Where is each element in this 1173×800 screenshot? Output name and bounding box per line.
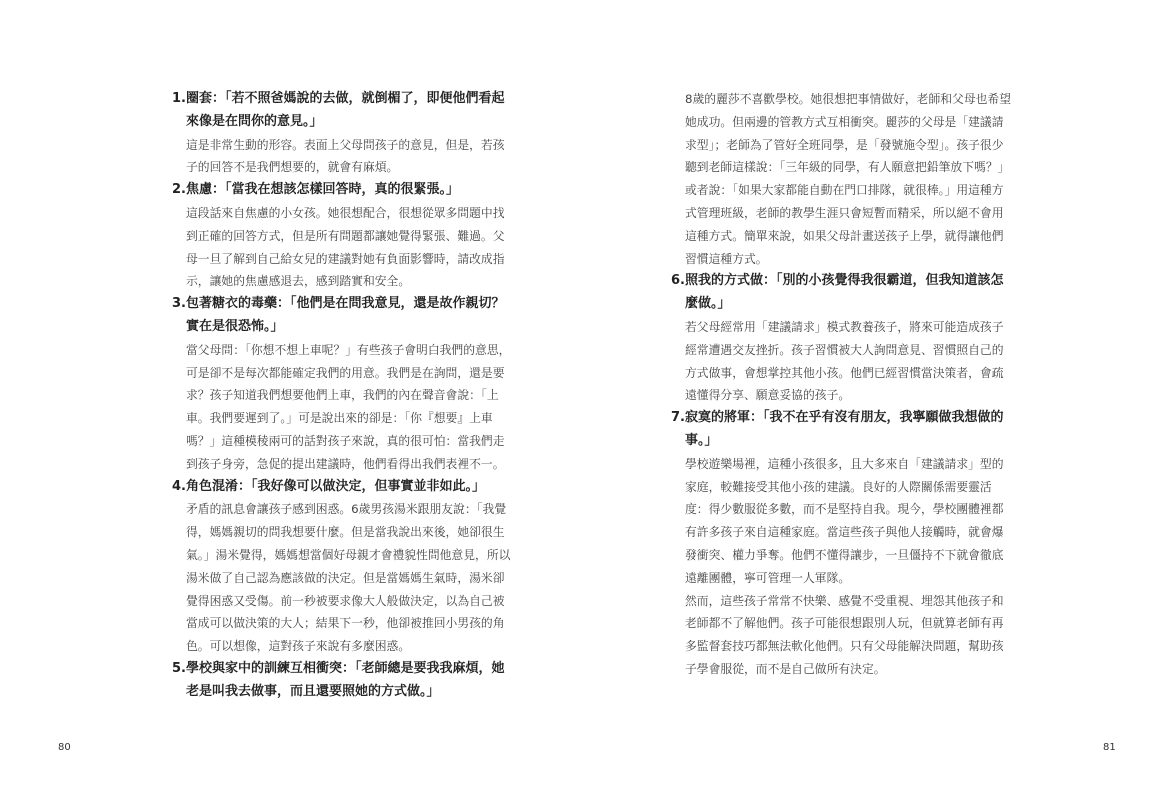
item-paragraph: 若父母經常用「建議請求」模式教養孩子，將來可能造成孩子經常遭遇交友挫折。孩子習慣被大人詢問意見、習慣照自己的方式做事，會想掌控其他小孩。他們已經習慣當決策者，會疏遠懂得分享、願意妥協的孩子。 <box>685 319 1004 403</box>
item-heading <box>173 293 513 339</box>
item-heading-text: 角色混淆：「我好像可以做決定，但事實並非如此。」 <box>186 478 486 494</box>
list-item <box>672 270 1012 407</box>
left-text-column <box>173 88 513 704</box>
list-item <box>173 293 513 475</box>
item-heading-text: 學校與家中的訓練互相衝突：「老師總是要我我麻煩，她老是叫我去做事，而且還要照她的方式做。」 <box>186 660 505 699</box>
item-heading <box>173 88 513 134</box>
list-item <box>173 88 513 179</box>
item-number: 5. <box>172 660 186 676</box>
item-heading <box>173 179 513 202</box>
item-heading-text: 焦慮：「當我在想該怎樣回答時，真的很緊張。」 <box>186 182 460 198</box>
item-heading <box>173 476 513 499</box>
item-paragraph: 這是非常生動的形容。表面上父母問孩子的意見，但是，若孩子的回答不是我們想要的，就會有麻煩。 <box>186 137 505 175</box>
item-number: 3. <box>172 296 186 312</box>
right-text-column <box>672 88 1012 681</box>
item-heading <box>672 407 1012 453</box>
right-page <box>586 0 1172 800</box>
page-number: 81 <box>1103 742 1116 753</box>
left-page <box>0 0 586 800</box>
item-paragraph: 然而，這些孩子常常不快樂、感覺不受重視、埋怨其他孩子和老師都不了解他們。孩子可能很想跟別人玩，但就算老師有再多監督套技巧都無法軟化他們。只有父母能解決問題，幫助孩子學會服從，而不是自己做所有決定。 <box>685 593 1004 676</box>
continuation-paragraph: 8歲的麗莎不喜歡學校。她很想把事情做好，老師和父母也希望她成功。但兩邊的管教方式互相衝突。麗莎的父母是「建議請求型」；老師為了管好全班同學，是「發號施令型」。孩子很少聽到老師這樣說：「三年級的同學，有人願意把鉛筆放下嗎？」或者說：「如果大家都能自動在門口排隊，就很棒。」用這種方式管理班級，老師的教學生涯只會短暫而精采，所以絕不會用這種方式。簡單來說，如果父母計畫送孩子上學，就得讓他們習慣這種方式。 <box>685 92 1012 266</box>
item-heading-text: 包著糖衣的毒藥：「他們是在問我意見，還是故作親切？實在是很恐怖。」 <box>186 296 505 334</box>
item-number: 4. <box>172 478 186 494</box>
item-number: 2. <box>172 182 186 198</box>
item-heading-text: 寂寞的將軍：「我不在乎有沒有朋友，我寧願做我想做的事。」 <box>685 410 1004 448</box>
item-paragraph: 學校遊樂場裡，這種小孩很多，且大多來自「建議請求」型的家庭，較難接受其他小孩的建議。良好的人際關係需要靈活度：得少數服從多數，而不是堅持自我。現今，學校團體裡都有許多孩子來自這種家庭。當這些孩子與他人接觸時，就會爆發衝突、權力爭奪。他們不懂得讓步，一旦僵持不下就會徹底遠離團體，寧可管理一人軍隊。 <box>685 456 1004 585</box>
list-item <box>173 476 513 658</box>
list-item <box>173 179 513 293</box>
item-heading-text: 圈套：「若不照爸媽說的去做，就倒楣了，即便他們看起來像是在問你的意見。」 <box>186 91 505 129</box>
item-heading <box>672 270 1012 316</box>
item-number: 7. <box>671 410 685 426</box>
list-item <box>173 658 513 704</box>
item-paragraph: 這段話來自焦慮的小女孩。她很想配合，很想從眾多問題中找到正確的回答方式，但是所有問題都讓她覺得緊張、難過。父母一旦了解到自己給女兒的建議對她有負面影響時，請改成指示，讓她的焦慮感退去，感到踏實和安全。 <box>186 205 505 289</box>
list-item <box>672 407 1012 681</box>
item-paragraph: 矛盾的訊息會讓孩子感到困惑。6歲男孩湯米跟朋友說：「我覺得，媽媽親切的問我想要什麼。但是當我說出來後，她卻很生氣。」湯米覺得，媽媽想當個好母親才會禮貌性問他意見，所以湯米做了自己認為應該做的決定。但是當媽媽生氣時，湯米卻覺得困惑又受傷。前一秒被要求像大人般做決定，以為自己被當成可以做決策的大人；結果下一秒，他卻被推回小男孩的角色。可以想像，這對孩子來說有多麼困惑。 <box>186 502 511 654</box>
item-number: 1. <box>172 91 186 106</box>
item-paragraph: 當父母問：「你想不想上車呢？」有些孩子會明白我們的意思，可是卻不是每次都能確定我們的用意。我們是在詢問，還是要求？孩子知道我們想要他們上車，我們的內在聲音會說：「上車。我們要遲到了。」可是說出來的卻是：「你『想要』上車嗎？」這種模稜兩可的話對孩子來說，真的很可怕：當我們走到孩子身旁，急促的提出建議時，他們看得出我們表裡不一。 <box>186 342 511 471</box>
item-heading <box>173 658 513 704</box>
item-heading-text: 照我的方式做：「別的小孩覺得我很霸道，但我知道該怎麼做。」 <box>685 273 1004 312</box>
item-number: 6. <box>671 273 685 289</box>
page-number: 80 <box>58 742 71 753</box>
